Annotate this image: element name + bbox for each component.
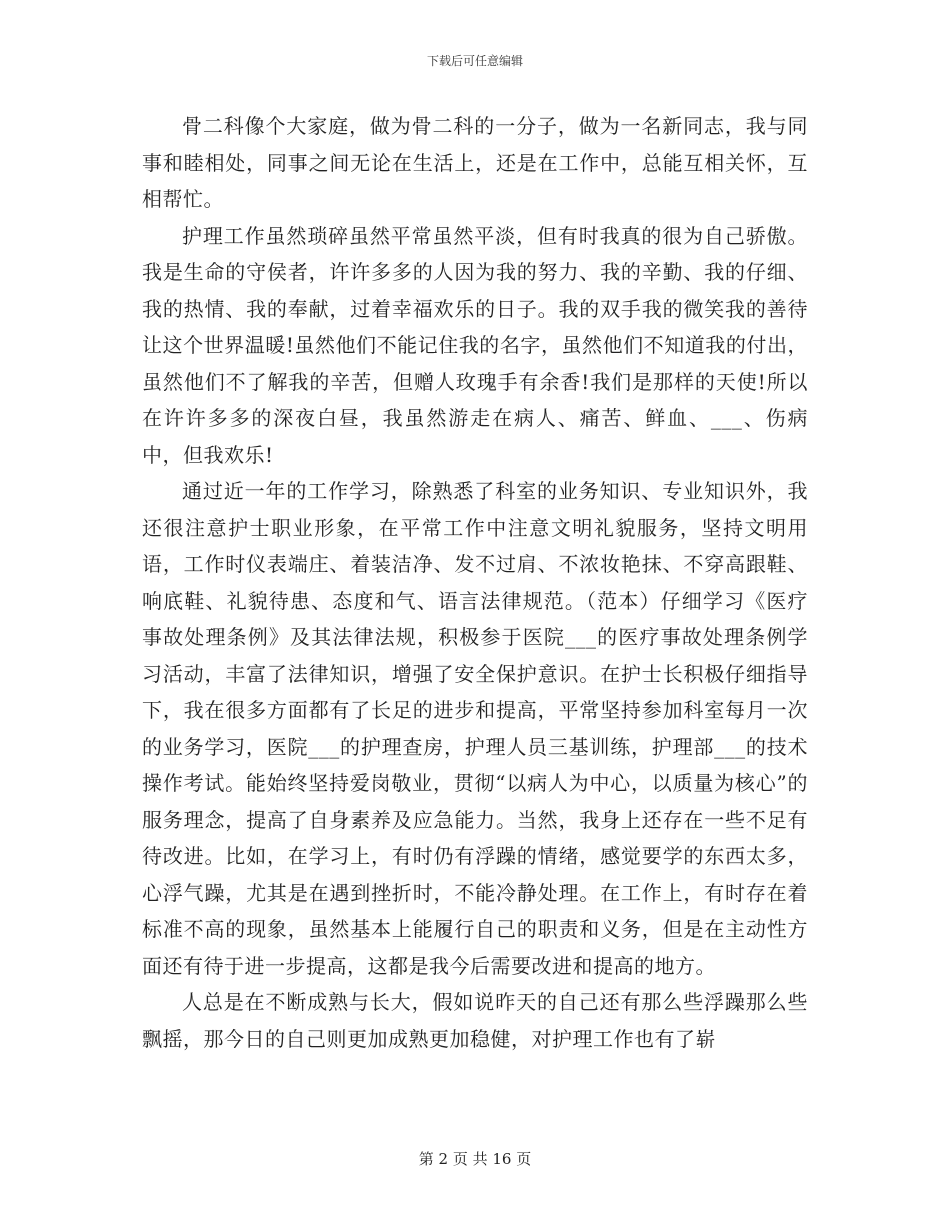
paragraph-2: 护理工作虽然琐碎虽然平常虽然平淡，但有时我真的很为自己骄傲。我是生命的守侯者，许许多多的人因为我的努力、我的辛勤、我的仔细、我的热情、我的奉献，过着幸福欢乐的日子。我的双手我的微笑我的善待让这个世界温暖!虽然他们不能记住我的名字，虽然他们不知道我的付出，虽然他们不了解我的辛苦，但赠人玫瑰手有余香!我们是那样的天使!所以在许许多多的深夜白昼，我虽然游走在病人、痛苦、鲜血、___、伤病中，但我欢乐! (142, 223, 808, 467)
page-footer: 第 2 页 共 16 页 (418, 1150, 532, 1168)
paragraph-3: 通过近一年的工作学习，除熟悉了科室的业务知识、专业知识外，我还很注意护士职业形象，在平常工作中注意文明礼貌服务，坚持文明用语，工作时仪表端庄、着装洁净、发不过肩、不浓妆艳抹、不穿高跟鞋、响底鞋、礼貌待患、态度和气、语言法律规范。（范本）仔细学习《医疗事故处理条例》及其法律法规，积极参于医院___的医疗事故处理条例学习活动，丰富了法律知识，增强了安全保护意识。在护士长积极仔细指导下，我在很多方面都有了长足的进步和提高，平常坚持参加科室每月一次的业务学习，医院___的护理查房，护理人员三基训练，护理部___的技术操作考试。能始终坚持爱岗敬业，贯彻“以病人为中心，以质量为核心”的服务理念，提高了自身素养及应急能力。当然，我身上还存在一些不足有待改进。比如，在学习上，有时仍有浮躁的情绪，感觉要学的东西太多，心浮气躁，尤其是在遇到挫折时，不能冷静处理。在工作上，有时存在着标准不高的现象，虽然基本上能履行自己的职责和义务，但是在主动性方面还有待于进一步提高，这都是我今后需要改进和提高的地方。 (142, 479, 808, 978)
paragraph-1: 骨二科像个大家庭，做为骨二科的一分子，做为一名新同志，我与同事和睦相处，同事之间无论在生活上，还是在工作中，总能互相关怀，互相帮忙。 (142, 114, 808, 211)
document-body (142, 108, 808, 1057)
paragraph-4: 人总是在不断成熟与长大，假如说昨天的自己还有那么些浮躁那么些飘摇，那今日的自己则更加成熟更加稳健，对护理工作也有了崭 (142, 990, 808, 1051)
page-header: 下载后可任意编辑 (426, 54, 523, 68)
